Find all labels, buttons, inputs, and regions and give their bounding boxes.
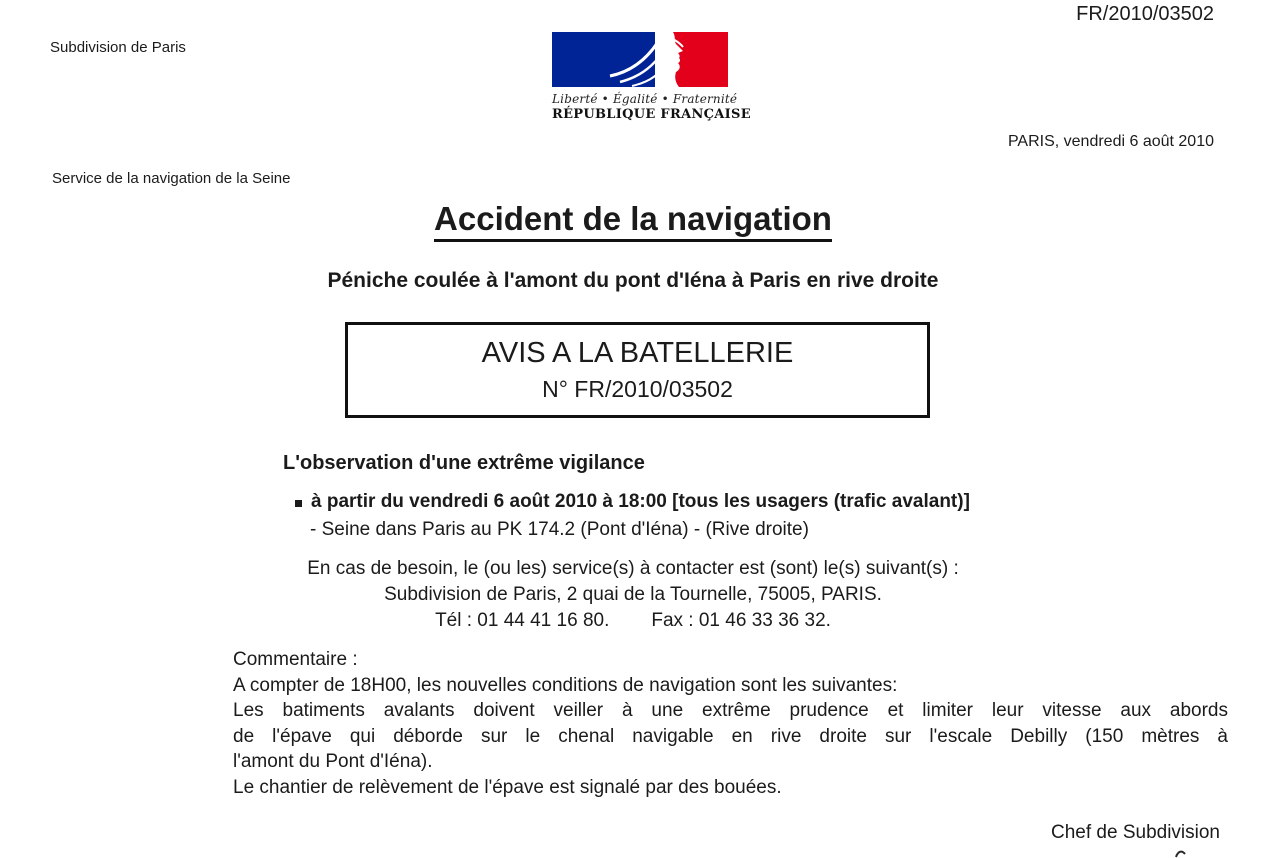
measure-period-text: à partir du vendredi 6 août 2010 à 18:00 [tous les usagers (trafic avalant)] — [311, 491, 970, 512]
avis-batellerie-box — [345, 322, 930, 418]
subdivision-label: Subdivision de Paris — [50, 39, 186, 56]
page-title-text: Accident de la navigation — [434, 200, 832, 242]
comment-intro: A compter de 18H00, les nouvelles conditions de navigation sont les suivantes: — [233, 674, 898, 696]
signature-mark — [1174, 849, 1188, 858]
page-subtitle: Péniche coulée à l'amont du pont d'Iéna à Paris en rive droite — [327, 269, 939, 292]
logo-motto: Liberté • Égalité • Fraternité — [552, 92, 738, 106]
signature-title: Chef de Subdivision — [1051, 822, 1220, 843]
service-label: Service de la navigation de la Seine — [52, 170, 291, 187]
contact-phone-line — [93, 608, 1173, 634]
contact-tel: Tél : 01 44 41 16 80. — [435, 610, 610, 631]
measure-period-line — [295, 491, 970, 513]
logo-republic-label: RÉPUBLIQUE FRANÇAISE — [552, 107, 751, 122]
comment-label: Commentaire : — [233, 649, 358, 670]
measure-heading: L'observation d'une extrême vigilance — [283, 452, 645, 474]
place-and-date: PARIS, vendredi 6 août 2010 — [1007, 133, 1214, 150]
document-reference: FR/2010/03502 — [1076, 3, 1214, 25]
comment-paragraph-line: de l'épave qui déborde sur le chenal navigable en rive droite sur l'escale Debilly (150 mètres à — [233, 725, 1228, 747]
measure-location: - Seine dans Paris au PK 174.2 (Pont d'Iéna) - (Rive droite) — [310, 519, 809, 540]
avis-box-title: AVIS A LA BATELLERIE — [481, 337, 794, 369]
contact-address: Subdivision de Paris, 2 quai de la Tournelle, 75005, PARIS. — [384, 584, 882, 605]
comment-paragraph-line: Les batiments avalants doivent veiller à une extrême prudence et limiter leur vitesse aux abords — [233, 700, 1228, 721]
square-bullet-icon — [295, 500, 302, 507]
avis-box-number: N° FR/2010/03502 — [542, 376, 733, 402]
page-title — [0, 200, 1266, 238]
republique-francaise-logo — [552, 32, 751, 122]
comment-paragraph-line: l'amont du Pont d'Iéna). — [233, 751, 433, 772]
contact-block — [93, 556, 1173, 634]
contact-intro: En cas de besoin, le (ou les) service(s) à contacter est (sont) le(s) suivant(s) : — [307, 558, 959, 579]
contact-fax: Fax : 01 46 33 36 32. — [651, 610, 831, 631]
comment-block — [233, 647, 1228, 800]
marianne-flag-icon — [552, 32, 728, 87]
comment-closing: Le chantier de relèvement de l'épave est signalé par des bouées. — [233, 776, 782, 798]
